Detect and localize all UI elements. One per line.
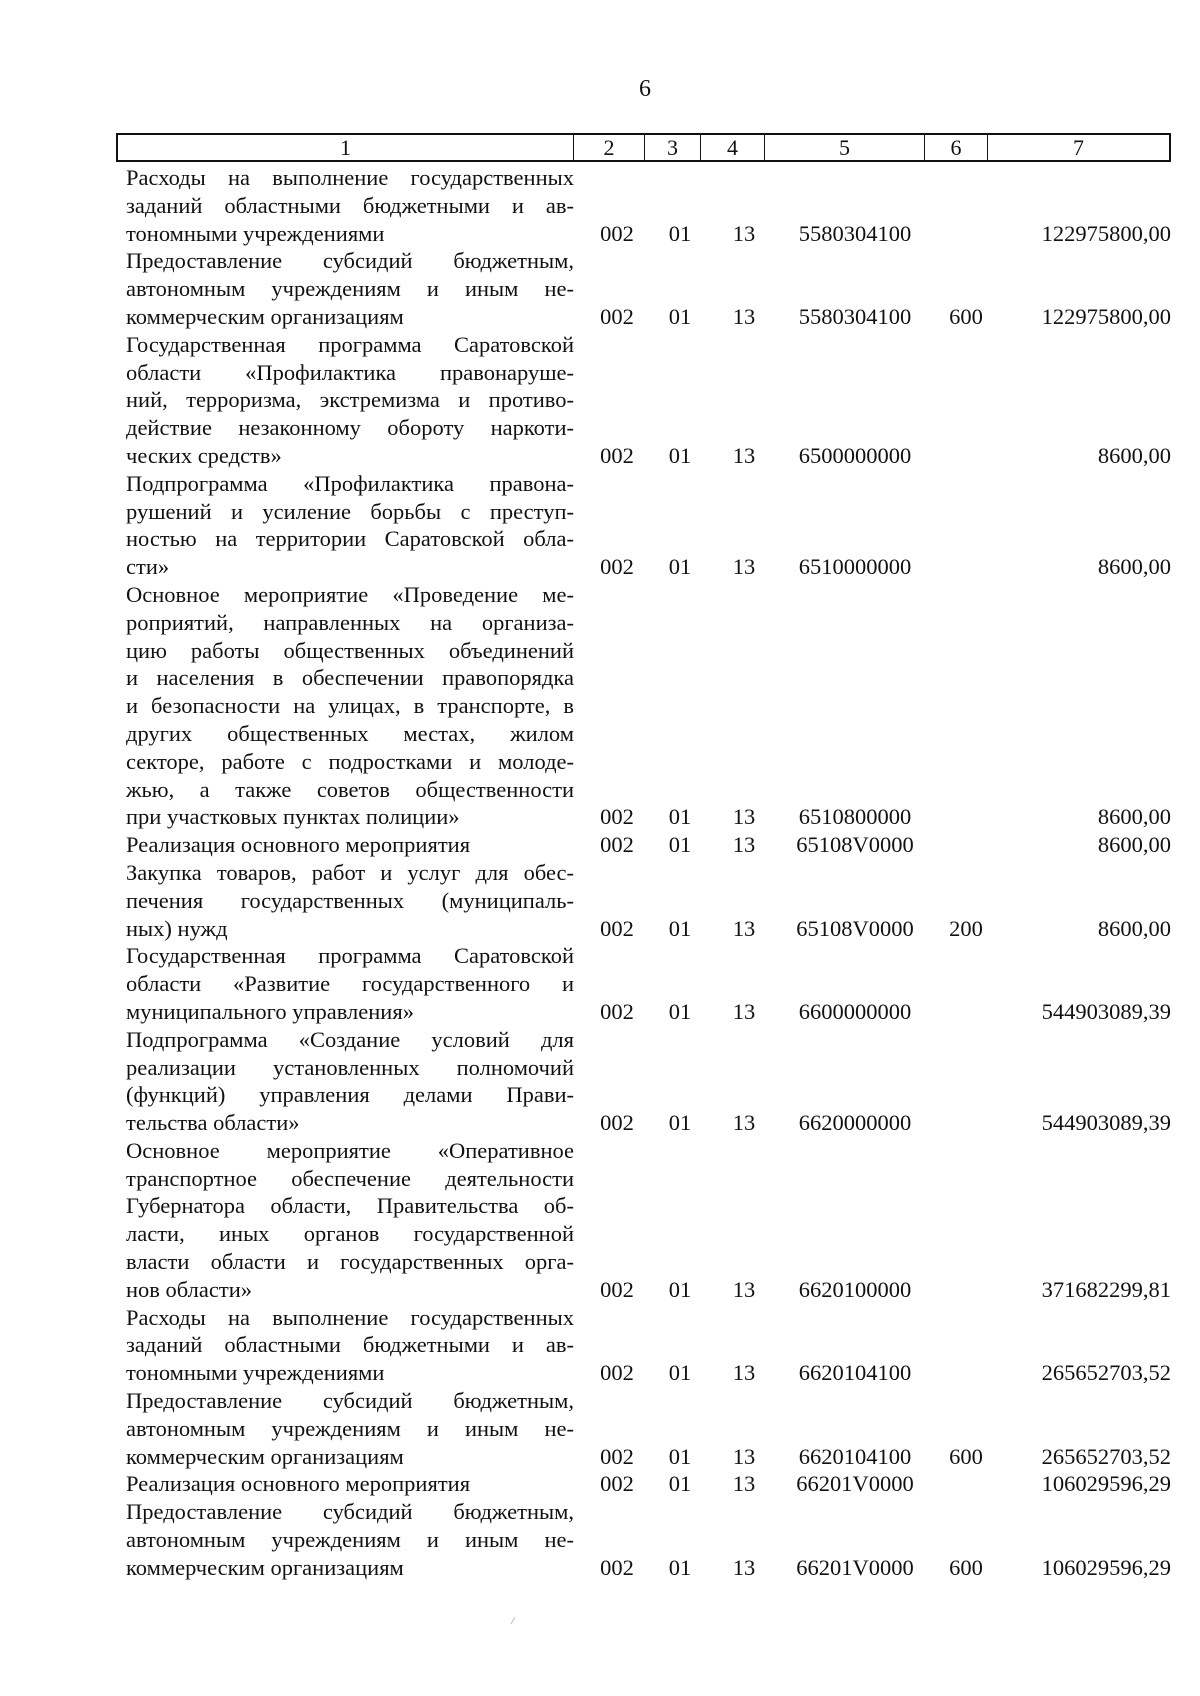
header-col-5: 5 (765, 135, 925, 160)
cell-c7: 265652703,52 (1041, 1360, 1171, 1386)
cell-c2: 002 (600, 442, 634, 468)
cell-c3: 01 (668, 220, 692, 246)
header-col-6: 6 (925, 135, 988, 160)
description-line: коммерческим организациям (126, 303, 404, 329)
description-line: Расходы на выполнение государственных (126, 1304, 574, 1330)
cell-c7: 8600,00 (1097, 915, 1171, 941)
cell-c2: 002 (600, 1360, 634, 1386)
description-line: Реализация основного мероприятия (126, 832, 471, 858)
cell-c2: 002 (600, 915, 634, 941)
header-col-3: 3 (645, 135, 701, 160)
cell-c5: 6510800000 (798, 804, 912, 830)
description-line: ных) нужд (126, 915, 228, 941)
cell-c5: 5580304100 (798, 220, 912, 246)
cell-c4: 13 (732, 1443, 756, 1469)
header-col-4: 4 (701, 135, 765, 160)
cell-c5: 6620104100 (798, 1360, 912, 1386)
cell-c5: 66201V0000 (796, 1471, 914, 1497)
cell-c7: 265652703,52 (1041, 1443, 1171, 1469)
row-description (126, 247, 574, 330)
cell-c2: 002 (600, 1276, 634, 1302)
description-line: (функций) управления делами Прави- (126, 1082, 574, 1108)
cell-c4: 13 (732, 1360, 756, 1386)
description-line: заданий областными бюджетными и ав- (126, 192, 574, 218)
cell-c6: 600 (949, 1554, 983, 1580)
header-col-7: 7 (1073, 135, 1084, 160)
description-line: транспортное обеспечение деятельности (126, 1165, 574, 1191)
cell-c7: 544903089,39 (1041, 998, 1171, 1024)
table-row (0, 1026, 1200, 1137)
description-line: заданий областными бюджетными и ав- (126, 1332, 574, 1358)
cell-c4: 13 (732, 1110, 756, 1136)
description-line: при участковых пунктах полиции» (126, 804, 460, 830)
cell-c4: 13 (732, 915, 756, 941)
header-col-1: 1 (118, 135, 574, 160)
cell-c6: 600 (949, 303, 983, 329)
cell-c5: 6620104100 (798, 1443, 912, 1469)
description-line: Подпрограмма «Создание условий для (126, 1026, 574, 1052)
description-line: сти» (126, 554, 170, 580)
cell-c7: 122975800,00 (1041, 303, 1171, 329)
description-line: ностью на территории Саратовской обла- (126, 526, 574, 552)
cell-c4: 13 (732, 303, 756, 329)
table-row (0, 859, 1200, 942)
description-line: жью, а также советов общественности (126, 776, 574, 802)
description-line: секторе, работе с подростками и молоде- (126, 748, 574, 774)
description-line: действие незаконному обороту наркоти- (126, 415, 574, 441)
cell-c5: 6600000000 (798, 998, 912, 1024)
table-row (0, 1387, 1200, 1470)
description-line: нов области» (126, 1276, 253, 1302)
scan-mark (510, 1617, 520, 1627)
table-row (0, 1498, 1200, 1581)
cell-c3: 01 (668, 1110, 692, 1136)
cell-c3: 01 (668, 554, 692, 580)
cell-c3: 01 (668, 1554, 692, 1580)
description-line: Государственная программа Саратовской (126, 943, 574, 969)
table-row (0, 1470, 1200, 1498)
description-line: Предоставление субсидий бюджетным, (126, 248, 574, 274)
description-line: Основное мероприятие «Оперативное (126, 1137, 574, 1163)
description-line: печения государственных (муниципаль- (126, 887, 574, 913)
description-line: власти области и государственных орга- (126, 1249, 574, 1275)
row-description (126, 1304, 574, 1387)
cell-c4: 13 (732, 220, 756, 246)
cell-c4: 13 (732, 442, 756, 468)
table-row (0, 1137, 1200, 1304)
cell-c5: 65108V0000 (796, 915, 914, 941)
table-row (0, 470, 1200, 581)
table-row (0, 331, 1200, 470)
cell-c5: 6620000000 (798, 1110, 912, 1136)
cell-c3: 01 (668, 998, 692, 1024)
cell-c4: 13 (732, 998, 756, 1024)
cell-c3: 01 (668, 804, 692, 830)
row-description (126, 1026, 574, 1137)
description-line: Предоставление субсидий бюджетным, (126, 1388, 574, 1414)
description-line: цию работы общественных объединений (126, 637, 574, 663)
cell-c5: 6510000000 (798, 554, 912, 580)
description-line: Расходы на выполнение государственных (126, 165, 574, 190)
description-line: коммерческим организациям (126, 1443, 404, 1469)
row-description (126, 1387, 574, 1470)
cell-c3: 01 (668, 1276, 692, 1302)
cell-c5: 5580304100 (798, 303, 912, 329)
header-col-2: 2 (574, 135, 645, 160)
description-line: и населения в обеспечении правопорядка (126, 665, 574, 691)
cell-c7: 8600,00 (1097, 804, 1171, 830)
table-row (0, 1304, 1200, 1387)
cell-c7: 8600,00 (1097, 554, 1171, 580)
table-row (0, 164, 1200, 247)
cell-c2: 002 (600, 303, 634, 329)
cell-c3: 01 (668, 1471, 692, 1497)
cell-c7: 122975800,00 (1041, 220, 1171, 246)
cell-c7: 371682299,81 (1041, 1276, 1171, 1302)
row-description (126, 164, 574, 247)
row-description (126, 1498, 574, 1581)
row-description (126, 859, 574, 942)
table-header (116, 133, 1171, 162)
cell-c7: 8600,00 (1097, 832, 1171, 858)
row-description (126, 581, 574, 831)
row-description (126, 942, 574, 1025)
cell-c3: 01 (668, 832, 692, 858)
table-body (0, 164, 1200, 1582)
description-line: автономным учреждениям и иным не- (126, 276, 574, 302)
cell-c5: 6620100000 (798, 1276, 912, 1302)
description-line: Государственная программа Саратовской (126, 331, 574, 357)
cell-c7: 106029596,29 (1041, 1554, 1171, 1580)
cell-c2: 002 (600, 554, 634, 580)
description-line: коммерческим организациям (126, 1554, 404, 1580)
table-row (0, 247, 1200, 330)
row-description (126, 331, 574, 470)
description-line: Реализация основного мероприятия (126, 1471, 471, 1497)
description-line: рушений и усиление борьбы с преступ- (126, 498, 574, 524)
description-line: ний, терроризма, экстремизма и противо- (126, 387, 574, 413)
cell-c7: 106029596,29 (1041, 1471, 1171, 1497)
table-row (0, 831, 1200, 859)
cell-c4: 13 (732, 1276, 756, 1302)
cell-c5: 66201V0000 (796, 1554, 914, 1580)
table-row (0, 942, 1200, 1025)
row-description (126, 470, 574, 581)
cell-c3: 01 (668, 442, 692, 468)
description-line: автономным учреждениям и иным не- (126, 1527, 574, 1553)
cell-c2: 002 (600, 1110, 634, 1136)
description-line: Губернатора области, Правительства об- (126, 1193, 574, 1219)
table-row (0, 581, 1200, 831)
cell-c7: 544903089,39 (1041, 1110, 1171, 1136)
cell-c2: 002 (600, 1443, 634, 1469)
description-line: и безопасности на улицах, в транспорте, в (126, 693, 574, 719)
description-line: тономными учреждениями (126, 220, 385, 246)
cell-c6: 600 (949, 1443, 983, 1469)
cell-c2: 002 (600, 1554, 634, 1580)
cell-c3: 01 (668, 1360, 692, 1386)
description-line: ческих средств» (126, 442, 282, 468)
cell-c4: 13 (732, 804, 756, 830)
description-line: реализации установленных полномочий (126, 1054, 574, 1080)
cell-c4: 13 (732, 1554, 756, 1580)
cell-c2: 002 (600, 220, 634, 246)
cell-c5: 6500000000 (798, 442, 912, 468)
description-line: тономными учреждениями (126, 1360, 385, 1386)
description-line: области «Профилактика правонаруше- (126, 359, 574, 385)
description-line: Предоставление субсидий бюджетным, (126, 1499, 574, 1525)
cell-c6: 200 (949, 915, 983, 941)
cell-c3: 01 (668, 915, 692, 941)
cell-c5: 65108V0000 (796, 832, 914, 858)
description-line: Основное мероприятие «Проведение ме- (126, 581, 574, 607)
description-line: роприятий, направленных на организа- (126, 609, 574, 635)
cell-c4: 13 (732, 1471, 756, 1497)
cell-c2: 002 (600, 804, 634, 830)
description-line: муниципального управления» (126, 998, 414, 1024)
cell-c4: 13 (732, 832, 756, 858)
page-number: 6 (639, 76, 651, 102)
description-line: тельства области» (126, 1110, 300, 1136)
description-line: автономным учреждениям и иным не- (126, 1415, 574, 1441)
row-description (126, 831, 574, 859)
description-line: Подпрограмма «Профилактика правона- (126, 470, 574, 496)
row-description (126, 1470, 574, 1498)
cell-c2: 002 (600, 998, 634, 1024)
cell-c7: 8600,00 (1097, 442, 1171, 468)
cell-c2: 002 (600, 832, 634, 858)
row-description (126, 1137, 574, 1304)
description-line: Закупка товаров, работ и услуг для обес- (126, 859, 574, 885)
description-line: области «Развитие государственного и (126, 971, 574, 997)
cell-c3: 01 (668, 1443, 692, 1469)
description-line: других общественных местах, жилом (126, 720, 574, 746)
description-line: ласти, иных органов государственной (126, 1221, 574, 1247)
cell-c2: 002 (600, 1471, 634, 1497)
cell-c4: 13 (732, 554, 756, 580)
cell-c3: 01 (668, 303, 692, 329)
